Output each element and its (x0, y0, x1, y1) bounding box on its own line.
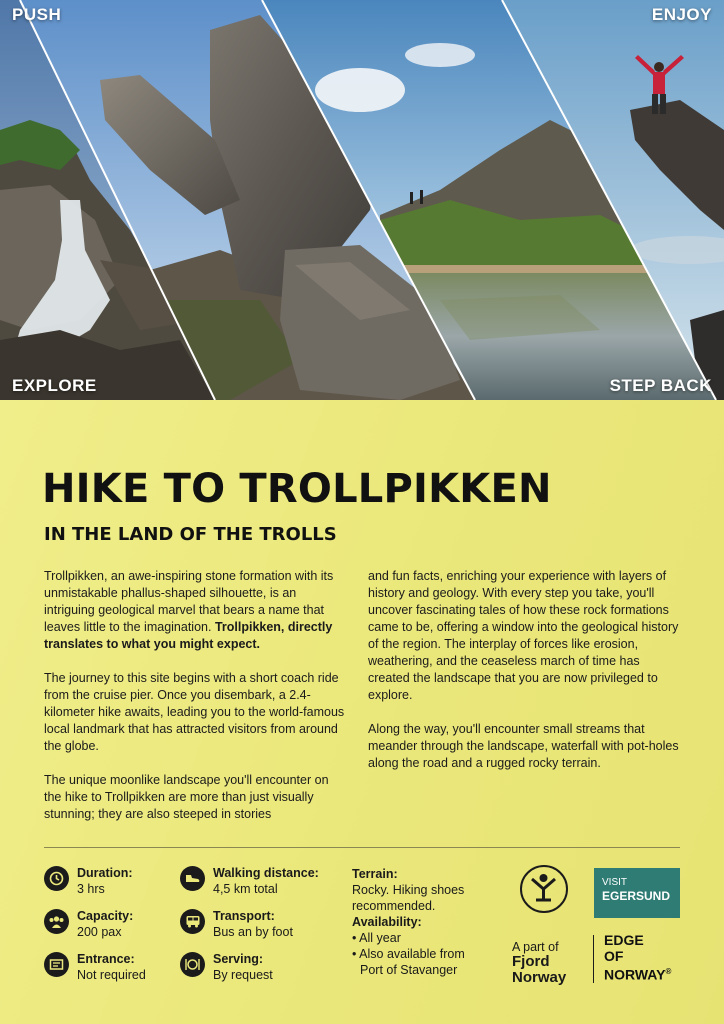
divider (44, 847, 680, 848)
plate-icon (180, 952, 205, 977)
info-terrain: Terrain: Rocky. Hiking shoes recommended. Availability: • All year • Also available from Port of Stavanger (352, 866, 502, 978)
body-paragraph-4: and fun facts, enriching your experience with layers of history and geology. With every step you take, you'll uncover fascinating tales of how these rock formations came to be, offering a window into the geological history of the region. The interplay of forces like erosion, weathering, and the ceaseless march of time has created the landscape that you are now privileged to explore. (368, 569, 679, 702)
fjord-norway-logo-icon (520, 865, 568, 913)
body-paragraph-1: Trollpikken, an awe-inspiring stone formation with its unmistakable phallus-shaped silhouette, is an intriguing geological marvel that bears a name that leaves little to the imagination. Trollpikken, directly translates to what you might expect. (44, 569, 334, 651)
clock-icon (44, 866, 69, 891)
body-emphasis: Trollpikken, directly translates to what you might expect. (44, 620, 333, 651)
fjord-norway-tagline: A part of (512, 940, 559, 954)
body-column-right (368, 568, 683, 789)
availability-list (352, 930, 502, 978)
list-item: • All year (352, 930, 502, 946)
page-subtitle: IN THE LAND OF THE TROLLS (44, 524, 337, 545)
visit-egersund-logo: VISIT EGERSUND (594, 868, 680, 918)
hero-label-enjoy: ENJOY (651, 5, 712, 24)
info-duration: Duration: 3 hrs (44, 865, 133, 897)
body-paragraph-3: The unique moonlike landscape you'll encounter on the hike to Trollpikken are more than just visually stunning; they are also steeped in stories (44, 773, 329, 821)
group-icon (44, 909, 69, 934)
logo-divider (593, 935, 594, 983)
list-item: • Also available from Port of Stavanger (352, 946, 502, 978)
shoe-icon (180, 866, 205, 891)
hero-label-push: PUSH (12, 5, 62, 24)
fjord-norway-wordmark: Fjord Norway (512, 953, 567, 986)
page-title: HIKE TO TROLLPIKKEN (42, 466, 552, 512)
hero-collage (0, 0, 724, 400)
info-capacity: Capacity: 200 pax (44, 908, 133, 940)
ticket-icon (44, 952, 69, 977)
availability-label: Availability: (352, 915, 422, 929)
info-serving: Serving: By request (180, 951, 273, 983)
content-section (0, 400, 724, 1024)
info-transport: Transport: Bus an by foot (180, 908, 293, 940)
body-paragraph-2: The journey to this site begins with a short coach ride from the cruise pier. Once you disembark, a 2.4-kilometer hike awaits, leading you to the world-famous local landmark that has attracted visitors from around the globe. (44, 671, 345, 753)
info-entrance: Entrance: Not required (44, 951, 146, 983)
info-walking-distance: Walking distance: 4,5 km total (180, 865, 319, 897)
bus-icon (180, 909, 205, 934)
body-paragraph-5: Along the way, you'll encounter small streams that meander through the landscape, waterfall with pot-holes along the road and a rugged rocky terrain. (368, 722, 679, 770)
edge-of-norway-logo: EDGE OF NORWAY® (604, 932, 672, 983)
body-column-left (44, 568, 348, 840)
hero-photos (0, 0, 724, 400)
hero-label-explore: EXPLORE (12, 376, 97, 395)
hero-label-step-back: STEP BACK (609, 376, 712, 395)
